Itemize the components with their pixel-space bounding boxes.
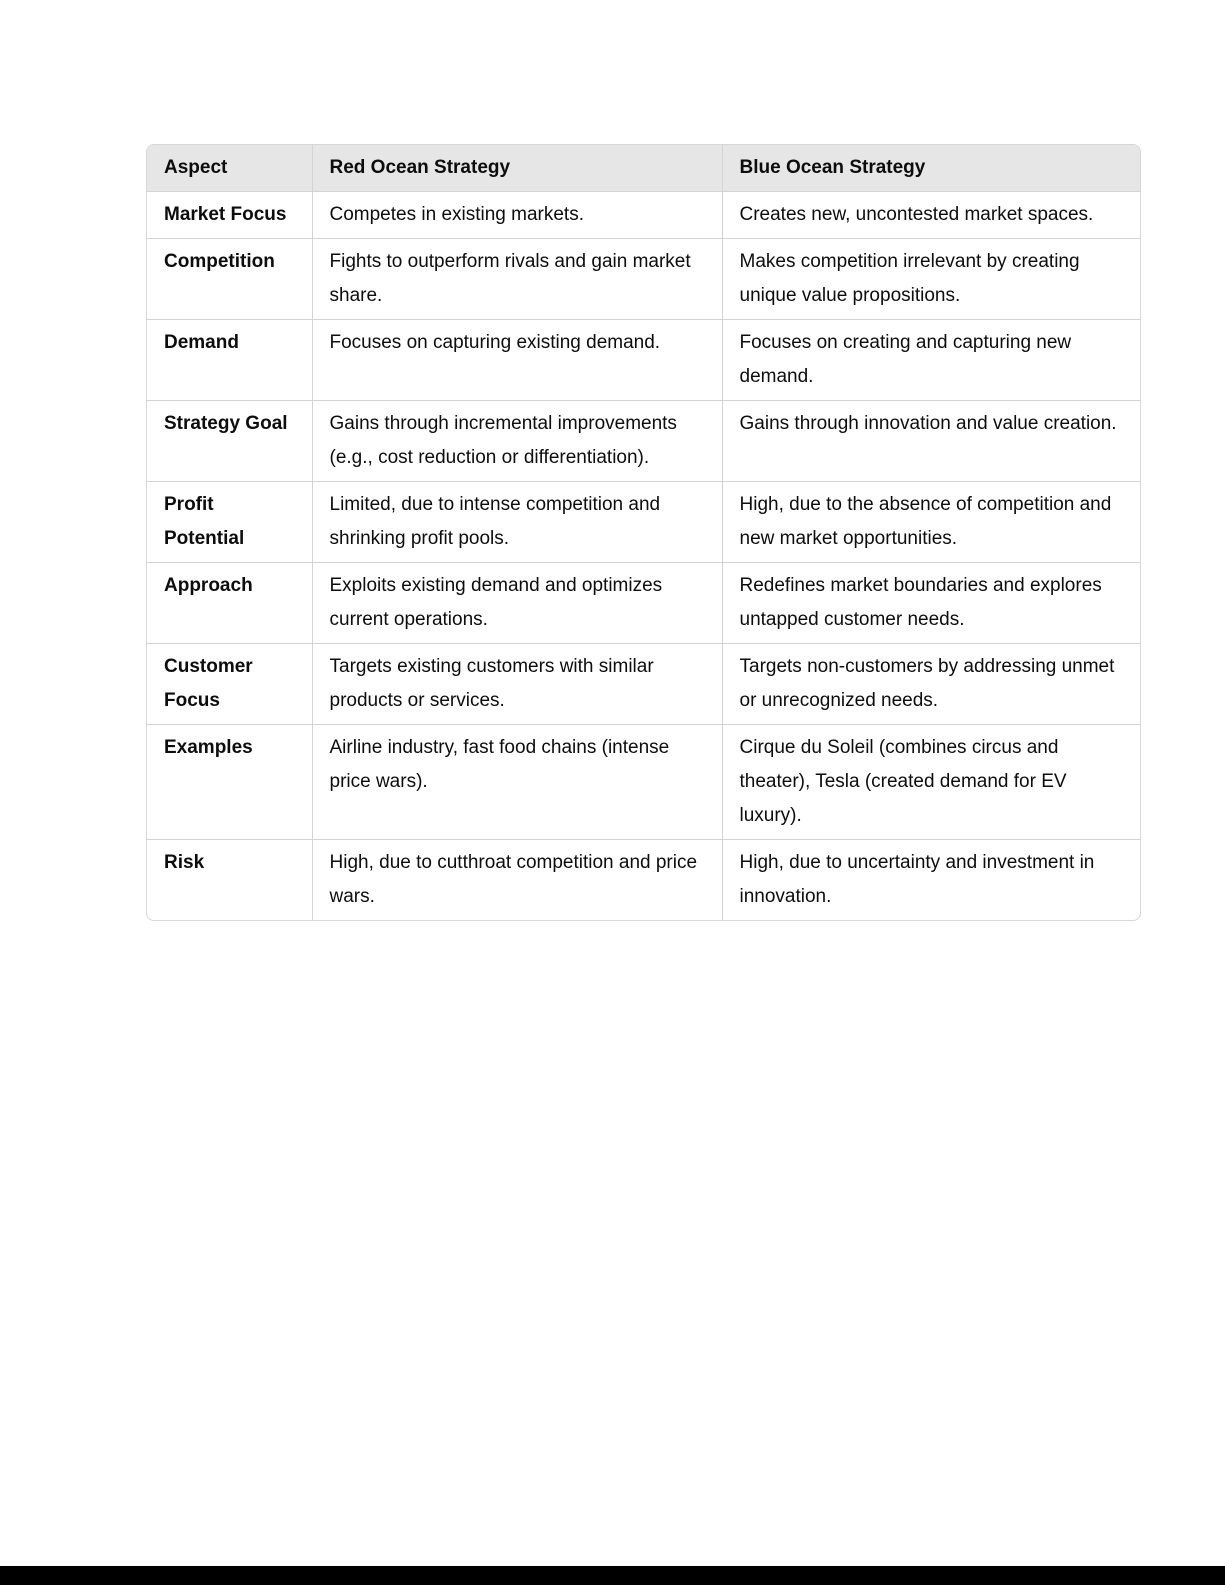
aspect-cell: Market Focus [147, 192, 312, 239]
blue-ocean-cell: High, due to uncertainty and investment in innovation. [739, 852, 1095, 907]
table-row [147, 563, 1140, 644]
table-row [147, 320, 1140, 401]
red-ocean-cell: Competes in existing markets. [312, 192, 722, 239]
red-ocean-cell: Fights to outperform rivals and gain market share. [312, 239, 722, 320]
aspect-cell: Demand [147, 320, 312, 401]
header-aspect: Aspect [147, 145, 312, 192]
table-row [147, 239, 1140, 320]
table-row [147, 401, 1140, 482]
comparison-table-container [146, 144, 1141, 921]
table-header-row [147, 145, 1140, 192]
header-blue-ocean: Blue Ocean Strategy [722, 145, 1140, 192]
table-row [147, 644, 1140, 725]
aspect-cell: Profit Potential [147, 482, 312, 563]
blue-ocean-cell: Focuses on creating and capturing new demand. [722, 320, 1140, 401]
red-ocean-cell: Limited, due to intense competition and shrinking profit pools. [312, 482, 722, 563]
aspect-cell: Strategy Goal [147, 401, 312, 482]
blue-ocean-cell: Redefines market boundaries and explores untapped customer needs. [722, 563, 1140, 644]
red-ocean-cell: Exploits existing demand and optimizes current operations. [312, 563, 722, 644]
table-row [147, 192, 1140, 239]
header-red-ocean: Red Ocean Strategy [312, 145, 722, 192]
red-ocean-cell: Targets existing customers with similar products or services. [312, 644, 722, 725]
blue-ocean-cell: Targets non-customers by addressing unmet or unrecognized needs. [722, 644, 1140, 725]
red-ocean-cell: Focuses on capturing existing demand. [312, 320, 722, 401]
blue-ocean-cell: Makes competition irrelevant by creating unique value propositions. [722, 239, 1140, 320]
aspect-cell: Customer Focus [147, 644, 312, 725]
table-row [147, 840, 1140, 921]
bottom-border-bar [0, 1566, 1225, 1585]
aspect-cell: Examples [147, 725, 312, 840]
table-row [147, 482, 1140, 563]
blue-ocean-cell: Creates new, uncontested market spaces. [722, 192, 1140, 239]
blue-ocean-cell: Gains through innovation and value creation. [722, 401, 1140, 482]
red-ocean-cell: Gains through incremental improvements (e.g., cost reduction or differentiation). [312, 401, 722, 482]
table-row [147, 725, 1140, 840]
aspect-cell: Competition [147, 239, 312, 320]
aspect-cell: Approach [147, 563, 312, 644]
aspect-cell: Risk [147, 840, 312, 921]
blue-ocean-cell: High, due to the absence of competition and new market opportunities. [722, 482, 1140, 563]
red-ocean-cell: High, due to cutthroat competition and price wars. [312, 840, 722, 921]
red-ocean-cell: Airline industry, fast food chains (intense price wars). [312, 725, 722, 840]
comparison-table [147, 145, 1140, 920]
blue-ocean-cell: Cirque du Soleil (combines circus and theater), Tesla (created demand for EV luxury). [722, 725, 1140, 840]
